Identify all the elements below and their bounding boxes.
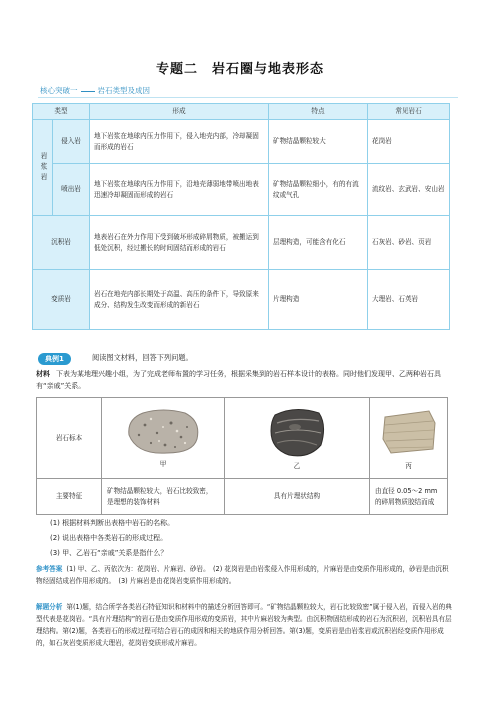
feature-cell: 具有片理状结构	[225, 479, 370, 515]
example-prompt: 阅读图文材料，回答下列问题。	[92, 353, 193, 362]
question-1: (1) 根据材料判断出表格中岩石的名称。	[50, 519, 175, 527]
analysis-paragraph	[36, 601, 452, 649]
page-title: 专题二 岩石圈与地表形态	[155, 62, 324, 77]
section-divider	[38, 97, 458, 98]
section-name: 岩石类型及成因	[97, 86, 150, 95]
feature-cell: 由直径 0.05～2 mm 的碎屑物质胶结而成	[370, 479, 448, 515]
example-badge: 典例1	[38, 353, 71, 365]
specimen-caption: 丙	[405, 462, 412, 470]
row-formation: 岩石在地壳内部长期处于高温、高压的条件下，导致原来成分、结构发生改变而形成的新岩石	[90, 270, 269, 330]
row-examples: 大理岩、石英岩	[368, 270, 450, 330]
row-examples: 流纹岩、玄武岩、安山岩	[368, 164, 450, 216]
row-formation: 地表岩石在外力作用下受到破坏形成碎屑物质，被搬运到低处沉积，经过搬长的时间固结而形成的岩石	[90, 216, 269, 270]
igneous-label: 岩浆岩	[33, 120, 53, 216]
specimen-caption: 甲	[159, 460, 167, 468]
answer-paragraph	[36, 563, 452, 587]
question-2: (2) 说出表格中各类岩石的形成过程。	[50, 534, 168, 542]
row-feature: 矿物结晶颗粒较大	[269, 120, 368, 164]
material-paragraph	[36, 368, 452, 392]
row-type: 沉积岩	[33, 216, 90, 270]
answer-text: (1) 甲、乙、丙依次为：花岗岩、片麻岩、砂岩。 (2) 花岗岩是由岩浆侵入作用形成的，片麻岩是由变质作用形成的，砂岩是由沉积物经固结成岩作用形成的。 (3) 片麻岩是由花岗岩变质作用形成的。	[36, 565, 449, 585]
specimen-cell	[225, 398, 370, 479]
row-examples: 石灰岩、砂岩、页岩	[368, 216, 450, 270]
granite-image	[123, 405, 203, 457]
row-examples: 花岗岩	[368, 120, 450, 164]
row-feature: 片理构造	[269, 270, 368, 330]
row-formation: 地下岩浆在地球内压力作用下，沿地壳薄弱地带喷出地表迅速冷却凝固而形成的岩石	[90, 164, 269, 216]
feature-cell: 矿物结晶颗粒较大，岩石比较致密，是理想的装饰材料	[102, 479, 225, 515]
row-formation: 地下岩浆在地球内压力作用下，侵入地壳内部，冷却凝固而形成的岩石	[90, 120, 269, 164]
answer-label: 参考答案	[36, 565, 63, 573]
row-type: 变质岩	[33, 270, 90, 330]
header-examples: 常见岩石	[368, 104, 450, 120]
specimen-label: 岩石标本	[37, 398, 102, 479]
section-heading	[40, 85, 150, 96]
specimen-caption: 乙	[293, 462, 301, 470]
header-type: 类型	[33, 104, 90, 120]
section-tag: 核心突破一	[40, 86, 78, 95]
row-feature: 矿物结晶颗粒细小，有的有流纹或气孔	[269, 164, 368, 216]
material-label: 材料	[36, 370, 50, 378]
sandstone-image	[377, 405, 441, 459]
analysis-label: 解题分析	[36, 603, 63, 611]
specimen-cell	[370, 398, 448, 479]
header-feature: 特点	[269, 104, 368, 120]
rock-type-table	[32, 103, 450, 330]
analysis-text: 第(1)题，结合所学各类岩石特征知识和材料中的描述分析回答即可。“矿物结晶颗粒较大，岩石比较致密”属于侵入岩，而侵入岩的典型代表是花岗岩。“具有片理结构”的岩石是由变质作用形成的变质岩，其中片麻岩较为典型。由沉积物固结形成的岩石为沉积岩，沉积岩具有层理结构。第(2)题，各类岩石的形成过程可结合岩石的成因和相关的地质作用分析回答。第(3)题，变质岩是由岩浆岩或沉积岩经变质作用形成的，如石灰岩变质形成大理岩，花岗岩变质形成片麻岩。	[36, 603, 452, 647]
row-type: 侵入岩	[53, 120, 90, 164]
row-feature: 层理构造，可能含有化石	[269, 216, 368, 270]
features-label: 主要特征	[37, 479, 102, 515]
header-formation: 形成	[90, 104, 269, 120]
material-text: 下表为某地理兴趣小组，为了完成老师布置的学习任务，根据采集到的岩石样本设计的表格。同时他们发现甲、乙两种岩石具有“亲戚”关系。	[36, 370, 441, 390]
question-3: (3) 甲、乙岩石“亲戚”关系是指什么？	[50, 549, 168, 557]
gneiss-image	[265, 405, 329, 459]
specimen-cell	[102, 398, 225, 479]
row-type: 喷出岩	[53, 164, 90, 216]
rock-specimen-table	[36, 397, 448, 515]
